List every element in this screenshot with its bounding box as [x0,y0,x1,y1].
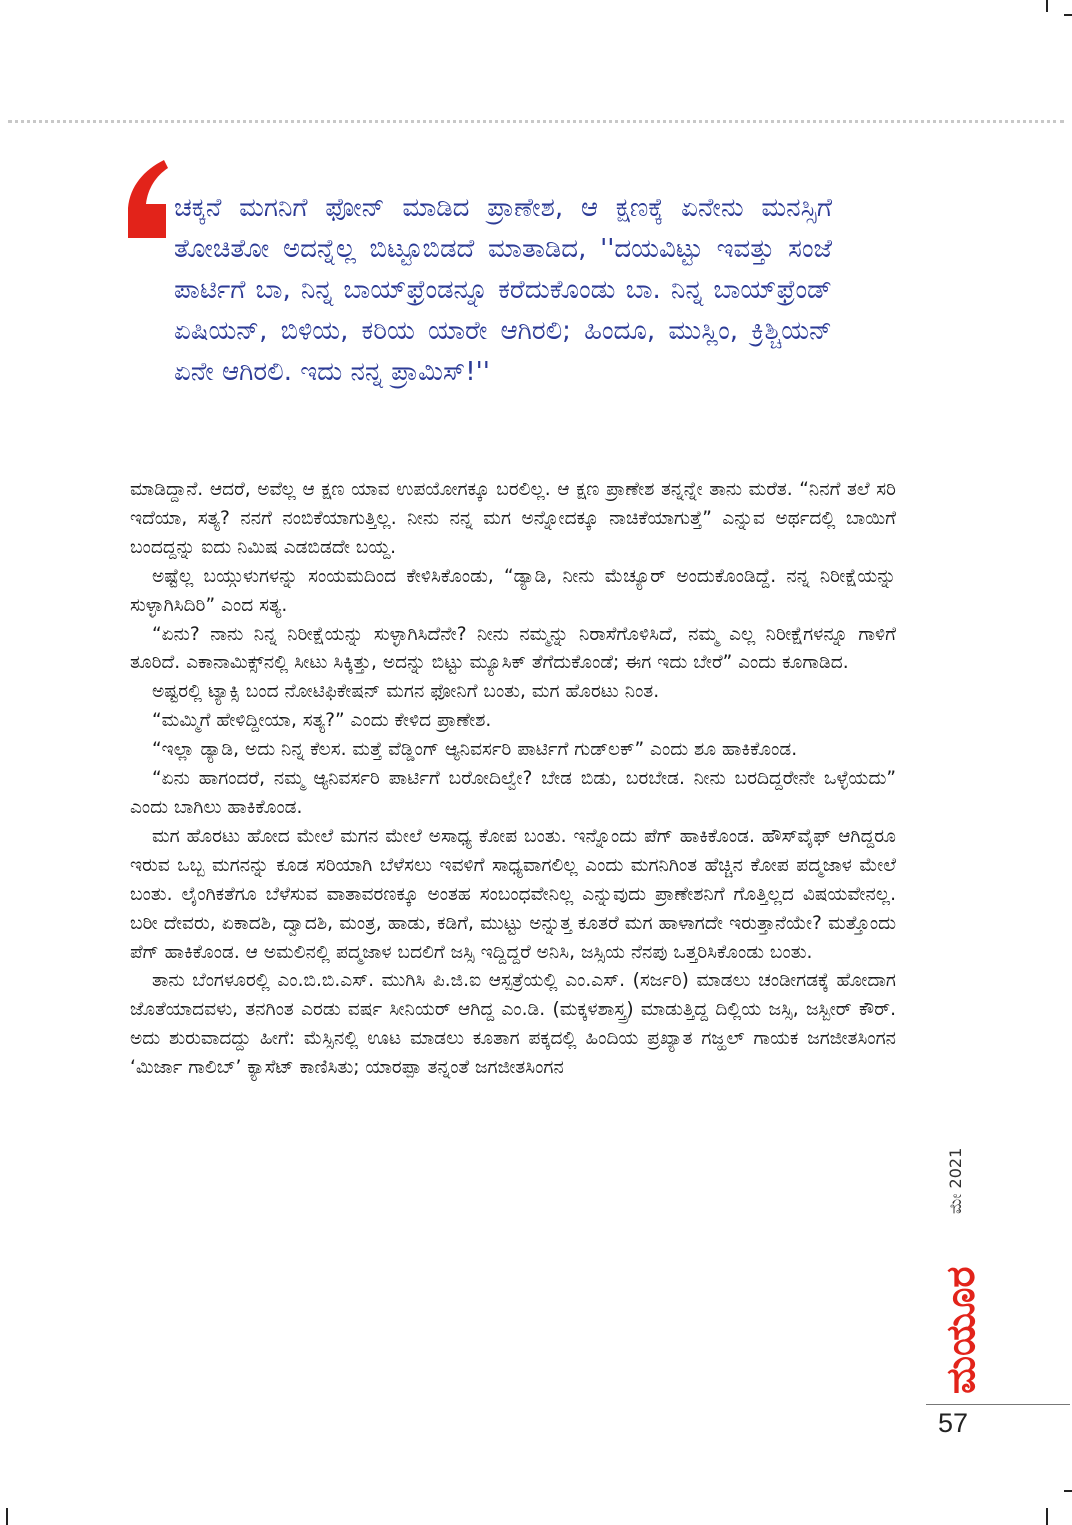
article-body [130,476,896,1083]
crop-mark [1046,0,1048,12]
crop-mark [1064,14,1072,16]
issue-date: ಮೇ 2021 [946,1147,965,1214]
paragraph: ಮಗ ಹೊರಟು ಹೋದ ಮೇಲೆ ಮಗನ ಮೇಲೆ ಅಸಾಧ್ಯ ಕೋಪ ಬಂತು. ಇನ್ನೊಂದು ಪೆಗ್ ಹಾಕಿಕೊಂಡ. ಹೌಸ್‌ವೈಫ್ ಆಗಿದ್ದರೂ ಇರುವ ಒಬ್ಬ ಮಗನನ್ನು ಕೂಡ ಸರಿಯಾಗಿ ಬೆಳೆಸಲು ಇವಳಿಗೆ ಸಾಧ್ಯವಾಗಲಿಲ್ಲ ಎಂದು ಮಗನಿಗಿಂತ ಹೆಚ್ಚಿನ ಕೋಪ ಪದ್ಮಜಾಳ ಮೇಲೆ ಬಂತು. ಲೈಂಗಿಕತೆಗೂ ಬೆಳೆಸುವ ವಾತಾವರಣಕ್ಕೂ ಅಂತಹ ಸಂಬಂಧವೇನಿಲ್ಲ ಎನ್ನುವುದು ಪ್ರಾಣೇಶನಿಗೆ ಗೊತ್ತಿಲ್ಲದ ವಿಷಯವೇನಲ್ಲ. ಬರೀ ದೇವರು, ಏಕಾದಶಿ, ದ್ವಾದಶಿ, ಮಂತ್ರ, ಹಾಡು, ಕಡಿಗೆ, ಮುಟ್ಟು ಅನ್ನುತ್ತ ಕೂತರೆ ಮಗ ಹಾಳಾಗದೇ ಇರುತ್ತಾನೆಯೇ? ಮತ್ತೊಂದು ಪೆಗ್ ಹಾಕಿಕೊಂಡ. ಆ ಅಮಲಿನಲ್ಲಿ ಪದ್ಮಜಾಳ ಬದಲಿಗೆ ಜಸ್ಸಿ ಇದ್ದಿದ್ದರೆ ಅನಿಸಿ, ಜಸ್ಸಿಯ ನೆನಪು ಒತ್ತರಿಸಿಕೊಂಡು ಬಂತು. [130,825,896,963]
crop-mark [6,1508,8,1525]
magazine-name: ಮಯೂರ [938,1266,984,1394]
paragraph: “ಇಲ್ಲಾ ಡ್ಯಾಡಿ, ಅದು ನಿನ್ನ ಕೆಲಸ. ಮತ್ತೆ ವೆಡ್ಡಿಂಗ್ ಆ್ಯನಿವರ್ಸರಿ ಪಾರ್ಟಿಗೆ ಗುಡ್‌ಲಕ್” ಎಂದು ಶೂ ಹಾಕಿಕೊಂಡ. [152,739,798,761]
paragraph: ಮಾಡಿದ್ದಾನೆ. ಆದರೆ, ಅವೆಲ್ಲ ಆ ಕ್ಷಣ ಯಾವ ಉಪಯೋಗಕ್ಕೂ ಬರಲಿಲ್ಲ. ಆ ಕ್ಷಣ ಪ್ರಾಣೇಶ ತನ್ನನ್ನೇ ತಾನು ಮರೆತ. “ನಿನಗೆ ತಲೆ ಸರಿ ಇದೆಯಾ, ಸತ್ಯ? ನನಗೆ ನಂಬಿಕೆಯಾಗುತ್ತಿಲ್ಲ. ನೀನು ನನ್ನ ಮಗ ಅನ್ನೋದಕ್ಕೂ ನಾಚಿಕೆಯಾಗುತ್ತೆ” ಎನ್ನುವ ಅರ್ಥದಲ್ಲಿ ಬಾಯಿಗೆ ಬಂದದ್ದನ್ನು ಐದು ನಿಮಿಷ ಎಡಬಿಡದೇ ಬಯ್ದ. [130,479,896,558]
paragraph: “ಏನು? ನಾನು ನಿನ್ನ ನಿರೀಕ್ಷೆಯನ್ನು ಸುಳ್ಳಾಗಿಸಿದೆನೇ? ನೀನು ನಮ್ಮನ್ನು ನಿರಾಸೆಗೊಳಿಸಿದೆ, ನಮ್ಮ ಎಲ್ಲ ನಿರೀಕ್ಷೆಗಳನ್ನೂ ಗಾಳಿಗೆ ತೂರಿದೆ. ಎಕಾನಾಮಿಕ್ಸ್‌ನಲ್ಲಿ ಸೀಟು ಸಿಕ್ಕಿತ್ತು, ಅದನ್ನು ಬಿಟ್ಟು ಮ್ಯೂಸಿಕ್ ತೆಗೆದುಕೊಂಡೆ; ಈಗ ಇದು ಬೇರೆ” ಎಂದು ಕೂಗಾಡಿದ. [130,623,896,674]
paragraph: “ಮಮ್ಮಿಗೆ ಹೇಳಿದ್ದೀಯಾ, ಸತ್ಯ?” ಎಂದು ಕೇಳಿದ ಪ್ರಾಣೇಶ. [152,710,492,732]
paragraph: “ಏನು ಹಾಗಂದರೆ, ನಮ್ಮ ಆ್ಯನಿವರ್ಸರಿ ಪಾರ್ಟಿಗೆ ಬರೋದಿಲ್ವೇ? ಬೇಡ ಬಿಡು, ಬರಬೇಡ. ನೀನು ಬರದಿದ್ದರೇನೇ ಒಳ್ಳೆಯದು” ಎಂದು ಬಾಗಿಲು ಹಾಕಿಕೊಂಡ. [130,768,896,818]
crop-mark [1046,1508,1048,1525]
crop-mark [1064,1490,1072,1492]
page-number: 57 [938,1408,969,1438]
paragraph: ತಾನು ಬೆಂಗಳೂರಲ್ಲಿ ಎಂ.ಬಿ.ಬಿ.ಎಸ್. ಮುಗಿಸಿ ಪಿ.ಜಿ.ಐ ಆಸ್ಪತ್ರೆಯಲ್ಲಿ ಎಂ.ಎಸ್. (ಸರ್ಜರಿ) ಮಾಡಲು ಚಂಡೀಗಡಕ್ಕೆ ಹೋದಾಗ ಜೊತೆಯಾದವಳು, ತನಗಿಂತ ಎರಡು ವರ್ಷ ಸೀನಿಯರ್ ಆಗಿದ್ದ ಎಂ.ಡಿ. (ಮಕ್ಕಳಶಾಸ್ತ್ರ) ಮಾಡುತ್ತಿದ್ದ ದಿಲ್ಲಿಯ ಜಸ್ಸಿ, ಜಸ್ಬೀರ್ ಕೌರ್. ಅದು ಶುರುವಾದದ್ದು ಹೀಗೆ: ಮೆಸ್ಸಿನಲ್ಲಿ ಊಟ ಮಾಡಲು ಕೂತಾಗ ಪಕ್ಕದಲ್ಲಿ ಹಿಂದಿಯ ಪ್ರಖ್ಯಾತ ಗಜ್ಹಲ್ ಗಾಯಕ ಜಗಜೀತಸಿಂಗನ ‘ಮಿರ್ಜಾ ಗಾಲಿಬ್’ ಕ್ಯಾಸೆಟ್ ಕಾಣಿಸಿತು; ಯಾರಪ್ಪಾ ತನ್ನಂತೆ ಜಗಜೀತಸಿಂಗನ [130,970,896,1079]
paragraph: ಅಷ್ಟರಲ್ಲಿ ಟ್ಯಾಕ್ಸಿ ಬಂದ ನೋಟಿಫಿಕೇಷನ್ ಮಗನ ಫೋನಿಗೆ ಬಂತು, ಮಗ ಹೊರಟು ನಿಂತ. [152,681,660,703]
paragraph: ಅಷ್ಟೆಲ್ಲ ಬಯ್ಗುಳುಗಳನ್ನು ಸಂಯಮದಿಂದ ಕೇಳಿಸಿಕೊಂಡು, “ಡ್ಯಾಡಿ, ನೀನು ಮೆಚ್ಯೂರ್ ಅಂದುಕೊಂಡಿದ್ದೆ. ನನ್ನ ನಿರೀಕ್ಷೆಯನ್ನು ಸುಳ್ಳಾಗಿಸಿದಿರಿ” ಎಂದ ಸತ್ಯ. [130,565,896,616]
quote-mark-icon [124,160,168,238]
dotted-divider [8,120,1064,123]
pull-quote: ಚಕ್ಕನೆ ಮಗನಿಗೆ ಫೋನ್ ಮಾಡಿದ ಪ್ರಾಣೇಶ, ಆ ಕ್ಷಣಕ್ಕೆ ಏನೇನು ಮನಸ್ಸಿಗೆ ತೋಚಿತೋ ಅದನ್ನೆಲ್ಲ ಬಿಟ್ಟೂಬಿಡದೆ ಮಾತಾಡಿದ, ''ದಯವಿಟ್ಟು ಇವತ್ತು ಸಂಜೆ ಪಾರ್ಟಿಗೆ ಬಾ, ನಿನ್ನ ಬಾಯ್‌ಫ್ರೆಂಡನ್ನೂ ಕರೆದುಕೊಂಡು ಬಾ. ನಿನ್ನ ಬಾಯ್‌ಫ್ರೆಂಡ್ ಏಷಿಯನ್, ಬಿಳಿಯ, ಕರಿಯ ಯಾರೇ ಆಗಿರಲಿ; ಹಿಂದೂ, ಮುಸ್ಲಿಂ, ಕ್ರಿಶ್ಚಿಯನ್ ಏನೇ ಆಗಿರಲಿ. ಇದು ನನ್ನ ಪ್ರಾಮಿಸ್!'' [174,193,832,387]
page-number-rule [926,1404,1070,1405]
